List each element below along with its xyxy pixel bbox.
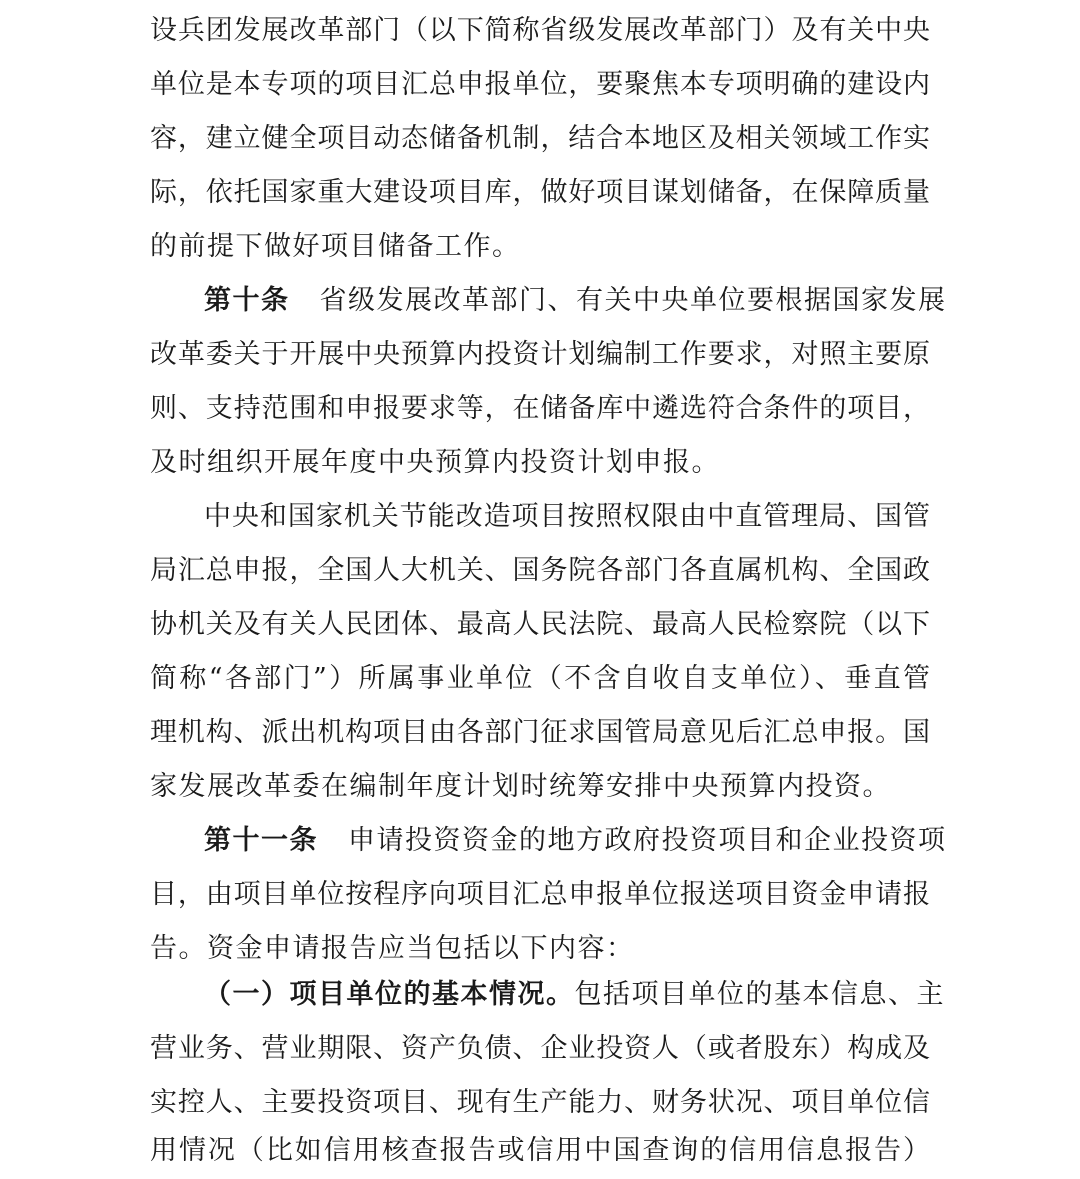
article-11-heading: 第十一条	[204, 825, 318, 856]
article-10-heading: 第十条	[204, 285, 290, 316]
article-11-text: 申请投资资金的地方政府投资项目和企业投资项	[348, 825, 947, 856]
body-line: 目，由项目单位按程序向项目汇总申报单位报送项目资金申请报	[150, 879, 930, 910]
body-line: 改革委关于开展中央预算内投资计划编制工作要求，对照主要原	[150, 339, 930, 370]
body-line: 单位是本专项的项目汇总申报单位，要聚焦本专项明确的建设内	[150, 69, 930, 100]
body-line: 中央和国家机关节能改造项目按照权限由中直管理局、国管	[204, 501, 930, 532]
body-line: 容，建立健全项目动态储备机制，结合本地区及相关领域工作实	[150, 123, 930, 154]
body-line: 用情况（比如信用核查报告或信用中国查询的信用信息报告）	[150, 1135, 930, 1166]
body-line: 局汇总申报，全国人大机关、国务院各部门各直属机构、全国政	[150, 555, 930, 586]
article-10-text: 省级发展改革部门、有关中央单位要根据国家发展	[319, 285, 947, 316]
body-line: 设兵团发展改革部门（以下简称省级发展改革部门）及有关中央	[150, 15, 930, 46]
body-line: 及时组织开展年度中央预算内投资计划申报。	[150, 447, 720, 478]
body-line: 理机构、派出机构项目由各部门征求国管局意见后汇总申报。国	[150, 717, 930, 748]
item-1-heading: （一）项目单位的基本情况。	[204, 979, 575, 1010]
body-line: 协机关及有关人民团体、最高人民法院、最高人民检察院（以下	[150, 609, 930, 640]
body-line: 实控人、主要投资项目、现有生产能力、财务状况、项目单位信	[150, 1087, 930, 1118]
article-11-first-line	[204, 814, 947, 868]
body-line: 际，依托国家重大建设项目库，做好项目谋划储备，在保障质量	[150, 177, 930, 208]
article-10-first-line	[204, 274, 947, 328]
body-line: 则、支持范围和申报要求等，在储备库中遴选符合条件的项目，	[150, 393, 930, 424]
body-line: 家发展改革委在编制年度计划时统筹安排中央预算内投资。	[150, 771, 891, 802]
body-line: 的前提下做好项目储备工作。	[150, 231, 521, 262]
body-line: 告。资金申请报告应当包括以下内容：	[150, 933, 635, 964]
body-line: 简称“各部门”）所属事业单位（不含自收自支单位）、垂直管	[150, 663, 930, 694]
item-1-first-line	[204, 968, 945, 1022]
body-line: 营业务、营业期限、资产负债、企业投资人（或者股东）构成及	[150, 1033, 930, 1064]
item-1-text: 包括项目单位的基本信息、主	[574, 979, 945, 1010]
